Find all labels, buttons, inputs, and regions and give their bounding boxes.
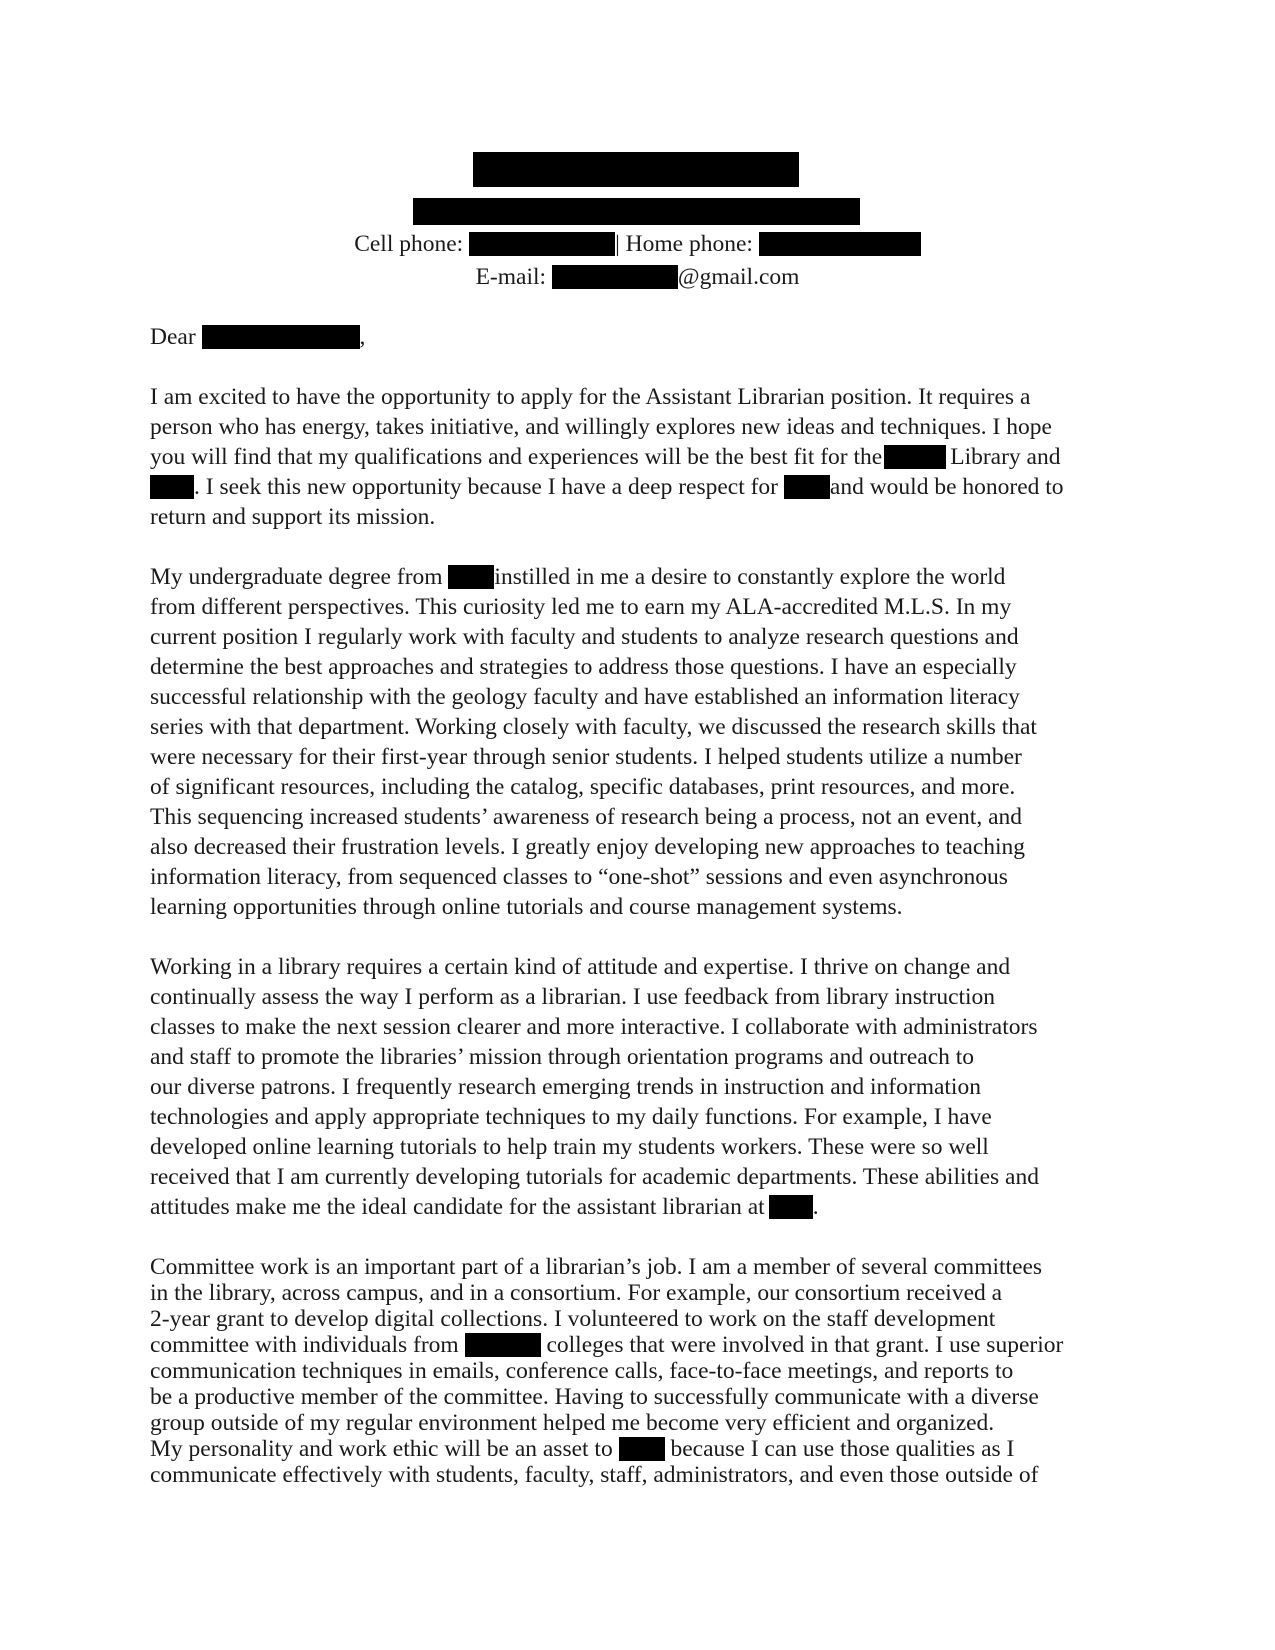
p1-line-3: you will find that my qualifications and experiences will be the best fit for the Library and bbox=[150, 444, 1061, 470]
p2-line-4: determine the best approaches and strategies to address those questions. I have an especially bbox=[150, 654, 1017, 680]
p2-line-7: were necessary for their first-year through senior students. I helped students utilize a number bbox=[150, 744, 1022, 770]
p2-line-11: information literacy, from sequenced classes to “one-shot” sessions and even asynchronous bbox=[150, 864, 1008, 890]
p3-line-6: technologies and apply appropriate techniques to my daily functions. For example, I have bbox=[150, 1104, 992, 1130]
p1-line-1: I am excited to have the opportunity to apply for the Assistant Librarian position. It requires a bbox=[150, 384, 1031, 410]
p2-line-10: also decreased their frustration levels. I greatly enjoy developing new approaches to teaching bbox=[150, 834, 1026, 860]
p3-line-4: and staff to promote the libraries’ mission through orientation programs and outreach to bbox=[150, 1044, 975, 1070]
p2-line-5: successful relationship with the geology faculty and have established an information literacy bbox=[150, 684, 1020, 710]
email-label: E-mail: bbox=[475, 264, 547, 290]
p3-line-3: classes to make the next session clearer and more interactive. I collaborate with administrators bbox=[150, 1014, 1038, 1040]
p4-line-2: in the library, across campus, and in a consortium. For example, our consortium received a bbox=[150, 1280, 1003, 1306]
p4-line-4: committee with individuals from colleges that were involved in that grant. I use superior bbox=[150, 1332, 1064, 1358]
p4-line-1: Committee work is an important part of a librarian’s job. I am a member of several committees bbox=[150, 1254, 1043, 1280]
redacted-institution bbox=[150, 475, 194, 499]
p4-line-6: be a productive member of the committee. Having to successfully communicate with a diverse bbox=[150, 1384, 1039, 1410]
redacted-institution bbox=[769, 1195, 813, 1219]
p4-line-5: communication techniques in emails, conference calls, face-to-face meetings, and reports to bbox=[150, 1358, 1014, 1384]
p4-line-9: communicate effectively with students, faculty, staff, administrators, and even those outside of bbox=[150, 1462, 1039, 1488]
redacted-university bbox=[448, 565, 494, 589]
redacted-cell-phone bbox=[469, 232, 615, 256]
redacted-college-count bbox=[465, 1333, 541, 1357]
p2-line-8: of significant resources, including the catalog, specific databases, print resources, and more. bbox=[150, 774, 1016, 800]
p1-line-2: person who has energy, takes initiative, and willingly explores new ideas and techniques. I hope bbox=[150, 414, 1052, 440]
redacted-home-phone bbox=[759, 232, 921, 256]
redacted-institution bbox=[784, 475, 830, 499]
redacted-name-bar bbox=[473, 152, 799, 187]
phone-line bbox=[0, 229, 1275, 259]
redacted-email-user bbox=[552, 265, 678, 289]
p3-line-9: attitudes make me the ideal candidate for the assistant librarian at . bbox=[150, 1194, 819, 1220]
p4-line-3: 2-year grant to develop digital collections. I volunteered to work on the staff development bbox=[150, 1306, 996, 1332]
salutation: Dear , bbox=[150, 324, 366, 350]
p2-line-3: current position I regularly work with faculty and students to analyze research questions and bbox=[150, 624, 1019, 650]
p2-line-2: from different perspectives. This curiosity led me to earn my ALA-accredited M.L.S. In my bbox=[150, 594, 1012, 620]
cell-phone-label: Cell phone: bbox=[354, 231, 464, 257]
home-phone-label: | Home phone: bbox=[615, 231, 753, 257]
redacted-recipient bbox=[202, 325, 360, 349]
p4-line-8: My personality and work ethic will be an asset to because I can use those qualities as I bbox=[150, 1436, 1015, 1462]
p3-line-8: received that I am currently developing tutorials for academic departments. These abilities and bbox=[150, 1164, 1039, 1190]
email-domain: @gmail.com bbox=[677, 264, 800, 290]
redacted-address-bar bbox=[413, 198, 860, 225]
p2-line-6: series with that department. Working closely with faculty, we discussed the research skills that bbox=[150, 714, 1037, 740]
p1-line-5: return and support its mission. bbox=[150, 504, 436, 530]
redacted-library-name bbox=[884, 445, 946, 469]
p2-line-9: This sequencing increased students’ awareness of research being a process, not an event, and bbox=[150, 804, 1023, 830]
p4-line-7: group outside of my regular environment helped me become very efficient and organized. bbox=[150, 1410, 995, 1436]
p1-line-4: . I seek this new opportunity because I have a deep respect for and would be honored to bbox=[150, 472, 1064, 502]
p2-line-1: My undergraduate degree from instilled in me a desire to constantly explore the world bbox=[150, 564, 1006, 590]
p3-line-2: continually assess the way I perform as a librarian. I use feedback from library instruction bbox=[150, 984, 996, 1010]
p2-line-12: learning opportunities through online tutorials and course management systems. bbox=[150, 894, 903, 920]
p3-line-1: Working in a library requires a certain kind of attitude and expertise. I thrive on change and bbox=[150, 954, 1011, 980]
p3-line-5: our diverse patrons. I frequently research emerging trends in instruction and information bbox=[150, 1074, 981, 1100]
email-line bbox=[0, 262, 1275, 292]
p3-line-7: developed online learning tutorials to help train my students workers. These were so well bbox=[150, 1134, 989, 1160]
redacted-institution bbox=[619, 1437, 665, 1461]
